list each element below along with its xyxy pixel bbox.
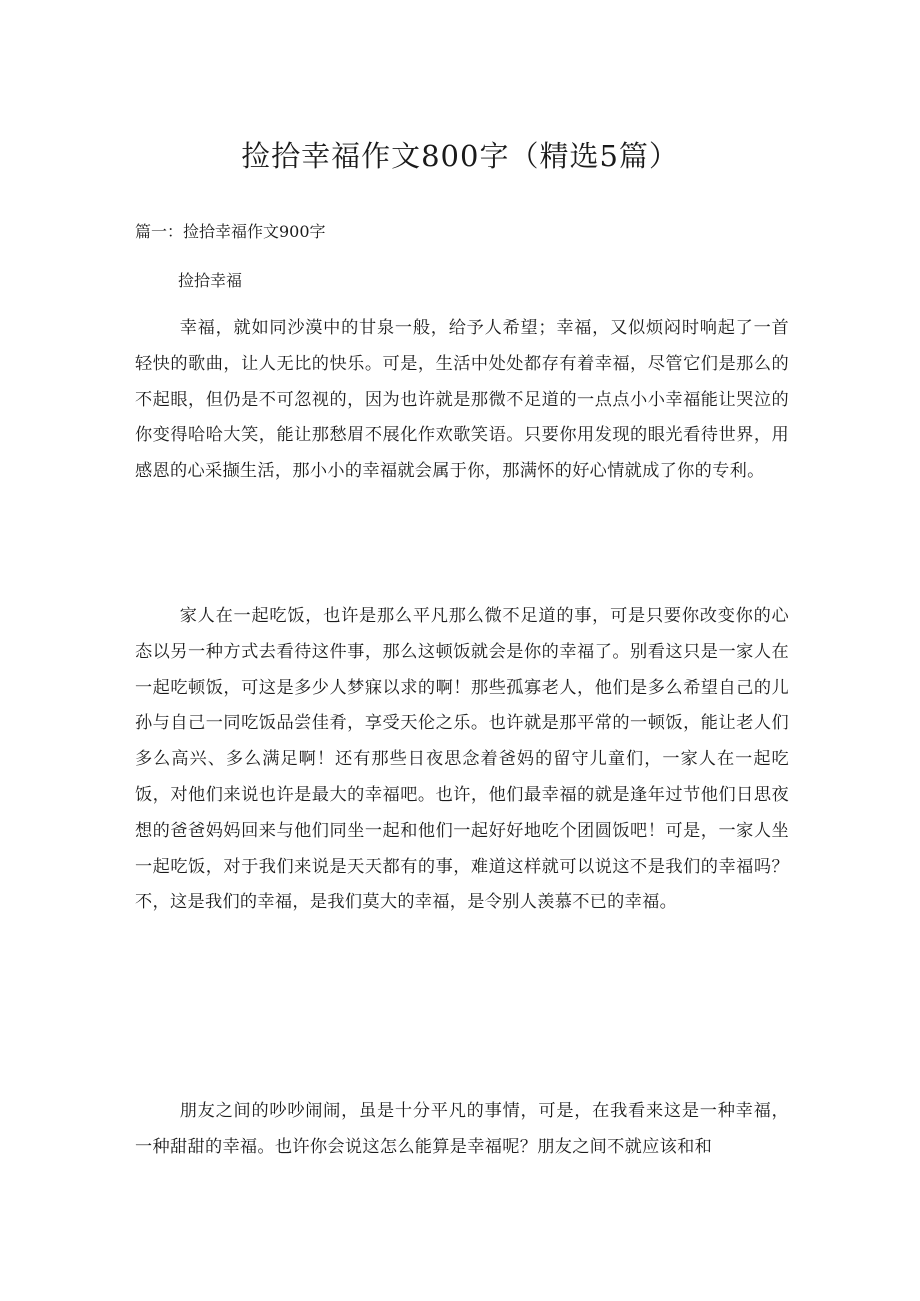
document-title: 捡拾幸福作文800字（精选5篇） [241,139,679,173]
essay-title: 捡拾幸福 [178,271,243,290]
section-heading: 篇一：捡拾幸福作文900字 [135,222,326,241]
body-paragraph: 朋友之间的吵吵闹闹，虽是十分平凡的事情，可是，在我看来这是一种幸福，一种甜甜的幸福。也许你会说这怎么能算是幸福呢？朋友之间不就应该和和 [135,1101,789,1157]
body-paragraph: 家人在一起吃饭，也许是那么平凡那么微不足道的事，可是只要你改变你的心态以另一种方式去看待这件事，那么这顿饭就会是你的幸福了。别看这只是一家人在一起吃顿饭，可这是多少人梦寐以求的啊！那些孤寡老人，他们是多么希望自己的儿孙与自己一同吃饭品尝佳肴，享受天伦之乐。也许就是那平常的一顿饭，能让老人们多么高兴、多么满足啊！还有那些日夜思念着爸妈的留守儿童们，一家人在一起吃饭，对他们来说也许是最大的幸福吧。也许，他们最幸福的就是逢年过节他们日思夜想的爸爸妈妈回来与他们同坐一起和他们一起好好地吃个团圆饭吧！可是，一家人坐一起吃饭，对于我们来说是天天都有的事，难道这样就可以说这不是我们的幸福吗？不，这是我们的幸福，是我们莫大的幸福，是令别人羡慕不已的幸福。 [135,606,789,913]
body-paragraph: 幸福，就如同沙漠中的甘泉一般，给予人希望；幸福，又似烦闷时响起了一首轻快的歌曲，让人无比的快乐。可是，生活中处处都存有着幸福，尽管它们是那么的不起眼，但仍是不可忽视的，因为也许就是那微不足道的一点点小小幸福能让哭泣的你变得哈哈大笑，能让那愁眉不展化作欢歌笑语。只要你用发现的眼光看待世界，用感恩的心采撷生活，那小小的幸福就会属于你，那满怀的好心情就成了你的专利。 [135,318,789,482]
